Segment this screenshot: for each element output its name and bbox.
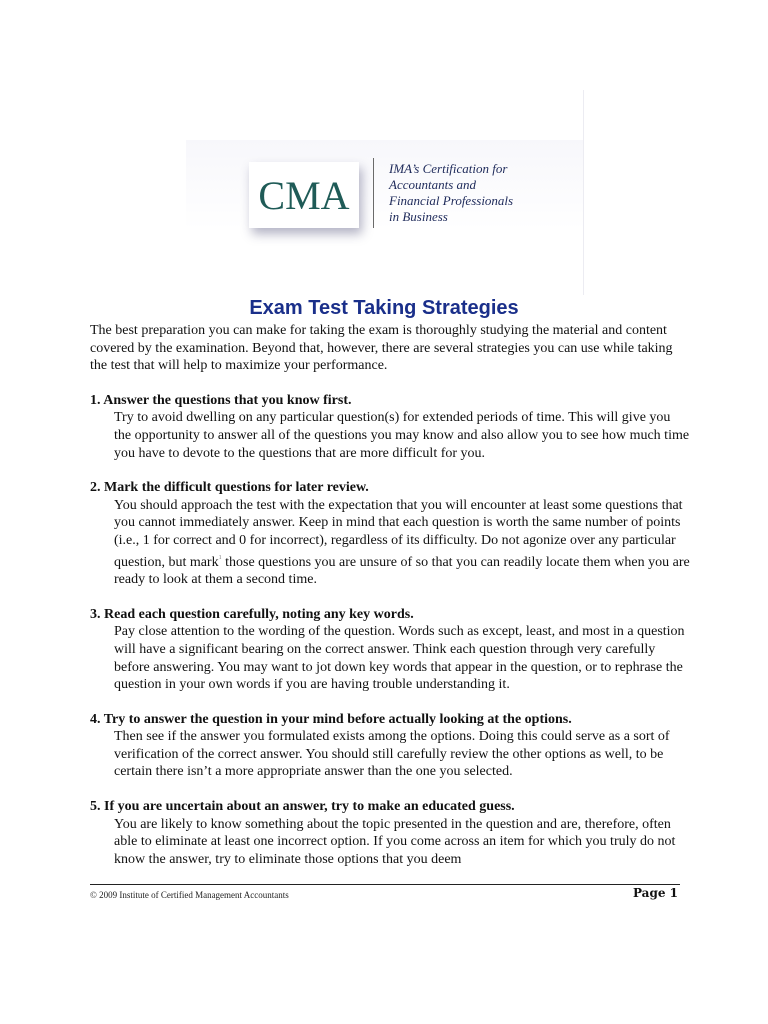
page-title: Exam Test Taking Strategies bbox=[249, 297, 519, 319]
section-heading: 3. Read each question carefully, noting any key words. bbox=[90, 606, 414, 622]
strategy-section-2 bbox=[90, 479, 690, 589]
tagline-line: Accountants and bbox=[389, 177, 477, 192]
strategy-section-1 bbox=[90, 392, 690, 462]
banner-edge-line bbox=[583, 90, 584, 295]
strategy-section-4 bbox=[90, 711, 690, 781]
footnote-marker: 1 bbox=[218, 554, 222, 561]
logo-divider bbox=[373, 158, 374, 228]
section-heading: 1. Answer the questions that you know first. bbox=[90, 392, 352, 408]
tagline-line: Financial Professionals bbox=[389, 193, 514, 208]
strategy-section-5 bbox=[90, 798, 690, 868]
section-text: You are likely to know something about the topic presented in the question and are, therefore, often able to eliminate at least one incorrect option. If you come across an item for which you truly do not know the answer, try to eliminate those options that you deem bbox=[114, 816, 676, 867]
section-heading: 5. If you are uncertain about an answer, try to make an educated guess. bbox=[90, 799, 515, 815]
section-text: Try to avoid dwelling on any particular question(s) for extended periods of time. This will give you the opportunity to answer all of the questions you may know and also allow you to see how much time you have to devote to the questions that are more difficult for you. bbox=[114, 410, 690, 461]
strategy-section-3 bbox=[90, 606, 690, 694]
section-text bbox=[114, 497, 690, 589]
section-text-part: those questions you are unsure of so that you can readily locate them when you are ready to look at them a second time. bbox=[114, 554, 690, 588]
tagline-line: in Business bbox=[389, 209, 448, 224]
section-text-part: You should approach the test with the expectation that you will encounter at least some questions that you cannot immediately answer. Keep in mind that each question is worth the same number of points (i.e., 1 for correct and 0 for incorrect), regardless of its difficulty. Do not agonize over any particular question, but mark bbox=[114, 497, 683, 570]
cma-logo bbox=[249, 162, 359, 228]
logo-tagline bbox=[389, 161, 579, 225]
section-text: Pay close attention to the wording of the question. Words such as except, least, and most in a question will have a significant bearing on the correct answer. Think each question through very carefully before answering. You may want to jot down key words that appear in the question, or to rephrase the question in your own words if you are having trouble understanding it. bbox=[114, 624, 685, 693]
tagline-line: IMA’s Certification for bbox=[389, 161, 508, 176]
intro-paragraph: The best preparation you can make for taking the exam is thoroughly studying the material and content covered by the examination. Beyond that, however, there are several strategies you can use while taking the test that will help to maximize your performance. bbox=[90, 323, 673, 374]
document-body bbox=[90, 322, 690, 885]
section-text: Then see if the answer you formulated exists among the options. Doing this could serve as a sort of verification of the correct answer. You should still carefully review the other options as well, to be certain there isn’t a more appropriate answer than the one you selected. bbox=[114, 729, 670, 780]
footer-divider bbox=[90, 884, 680, 885]
logo-text: CMA bbox=[258, 173, 350, 218]
section-heading: 4. Try to answer the question in your mind before actually looking at the options. bbox=[90, 711, 572, 727]
footer-copyright: © 2009 Institute of Certified Management Accountants bbox=[90, 890, 289, 900]
page-number: Page 1 bbox=[632, 886, 678, 900]
section-heading: 2. Mark the difficult questions for later review. bbox=[90, 480, 369, 496]
